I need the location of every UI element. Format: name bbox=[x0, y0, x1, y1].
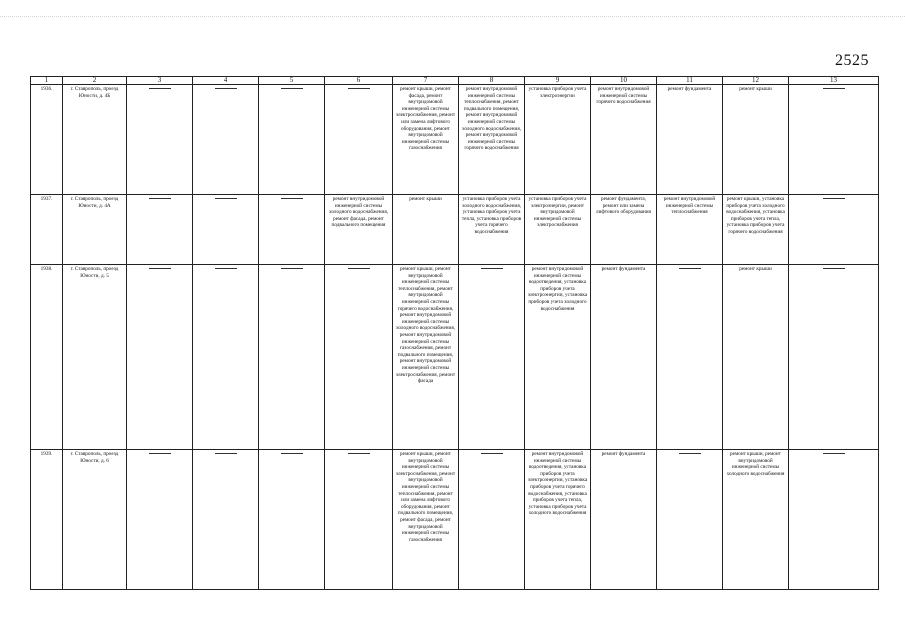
empty-dash bbox=[823, 198, 845, 199]
work-cell bbox=[325, 450, 393, 590]
work-cell bbox=[127, 85, 193, 195]
work-cell: ремонт фундамента, ремонт или замена лифтового оборудования bbox=[591, 195, 657, 265]
empty-dash bbox=[823, 88, 845, 89]
address-cell: г. Ставрополь, проезд Юности, д. 5 bbox=[63, 265, 127, 450]
work-cell: ремонт крыши, ремонт внутридомовой инженерной системы теплоснабжения, ремонт внутридомовой инженерной системы горячего водоснабжения, ремонт внутридомовой инженерной системы холодного водоснабжения, ремонт внутридомовой инженерной системы газоснабжения, ремонт подвального помещения, ремонт внутридомовой инженерной системы электроснабжения, ремонт фасада bbox=[393, 265, 459, 450]
work-cell: ремонт внутридомовой инженерной системы горячего водоснабжения bbox=[591, 85, 657, 195]
column-header: 1 bbox=[31, 77, 63, 85]
work-cell: установка приборов учета электроэнергии, ремонт внутридомовой инженерной системы электроснабжения bbox=[525, 195, 591, 265]
table-row bbox=[31, 450, 879, 590]
column-header: 3 bbox=[127, 77, 193, 85]
empty-dash bbox=[215, 453, 237, 454]
empty-dash bbox=[281, 198, 303, 199]
work-cell bbox=[193, 265, 259, 450]
work-cell bbox=[127, 265, 193, 450]
row-number: 1939. bbox=[31, 450, 63, 590]
work-cell bbox=[657, 265, 723, 450]
work-cell bbox=[789, 450, 879, 590]
page-number: 2525 bbox=[835, 52, 869, 69]
column-header: 8 bbox=[459, 77, 525, 85]
work-cell bbox=[193, 195, 259, 265]
work-cell bbox=[789, 85, 879, 195]
work-cell: ремонт внутридомовой инженерной системы теплоснабжения, ремонт подвального помещения, ремонт внутридомовой инженерной системы холодного водоснабжения, ремонт внутридомовой инженерной системы горячего водоснабжения bbox=[459, 85, 525, 195]
work-cell bbox=[127, 450, 193, 590]
column-number-row bbox=[31, 77, 879, 85]
column-header: 2 bbox=[63, 77, 127, 85]
column-header: 6 bbox=[325, 77, 393, 85]
work-cell: ремонт фундамента bbox=[657, 85, 723, 195]
work-cell: ремонт внутридомовой инженерной системы водоотведения, установка приборов учета электроэнергии, установка приборов учета холодного водоснабжения bbox=[525, 265, 591, 450]
empty-dash bbox=[348, 268, 370, 269]
work-cell: ремонт крыши bbox=[723, 85, 789, 195]
empty-dash bbox=[281, 453, 303, 454]
work-cell bbox=[325, 85, 393, 195]
empty-dash bbox=[679, 453, 701, 454]
work-cell: ремонт внутридомовой инженерной системы водоотведения, установка приборов учета электроэнергии, установка приборов учета горячего водоснабжения, установка приборов учета тепла, установка приборов учета холодного водоснабжения bbox=[525, 450, 591, 590]
work-cell: ремонт фундамента bbox=[591, 450, 657, 590]
address-cell: г. Ставрополь, проезд Юности, д. 4Б bbox=[63, 85, 127, 195]
work-cell bbox=[325, 265, 393, 450]
empty-dash bbox=[149, 268, 171, 269]
work-cell: ремонт внутридомовой инженерной системы теплоснабжения bbox=[657, 195, 723, 265]
work-cell bbox=[127, 195, 193, 265]
column-header: 13 bbox=[789, 77, 879, 85]
empty-dash bbox=[823, 268, 845, 269]
empty-dash bbox=[348, 88, 370, 89]
work-cell bbox=[789, 265, 879, 450]
work-cell bbox=[459, 450, 525, 590]
work-cell: ремонт внутридомовой инженерной системы холодного водоснабжения, ремонт фасада, ремонт подвального помещения bbox=[325, 195, 393, 265]
work-cell bbox=[259, 450, 325, 590]
work-cell: установка приборов учета электроэнергии bbox=[525, 85, 591, 195]
empty-dash bbox=[348, 453, 370, 454]
empty-dash bbox=[149, 198, 171, 199]
table-row bbox=[31, 85, 879, 195]
work-cell bbox=[657, 450, 723, 590]
empty-dash bbox=[215, 268, 237, 269]
work-cell bbox=[259, 85, 325, 195]
empty-dash bbox=[481, 453, 503, 454]
empty-dash bbox=[149, 453, 171, 454]
work-cell bbox=[193, 85, 259, 195]
address-cell: г. Ставрополь, проезд Юности, д. 4А bbox=[63, 195, 127, 265]
empty-dash bbox=[679, 268, 701, 269]
work-cell: ремонт фундамента bbox=[591, 265, 657, 450]
empty-dash bbox=[823, 453, 845, 454]
column-header: 12 bbox=[723, 77, 789, 85]
column-header: 5 bbox=[259, 77, 325, 85]
row-number: 1938. bbox=[31, 265, 63, 450]
work-cell bbox=[459, 265, 525, 450]
column-header: 4 bbox=[193, 77, 259, 85]
work-cell bbox=[259, 265, 325, 450]
row-number: 1936. bbox=[31, 85, 63, 195]
address-cell: г. Ставрополь, проезд Юности, д. 6 bbox=[63, 450, 127, 590]
empty-dash bbox=[281, 268, 303, 269]
work-cell: ремонт крыши, ремонт фасада, ремонт внутридомовой инженерной системы электроснабжения, ремонт или замена лифтового оборудования, ремонт внутридомовой инженерной системы газоснабжения bbox=[393, 85, 459, 195]
work-cell: установка приборов учета холодного водоснабжения, установка приборов учета тепла, установка приборов учета горячего водоснабжения bbox=[459, 195, 525, 265]
table-row bbox=[31, 195, 879, 265]
empty-dash bbox=[481, 268, 503, 269]
column-header: 10 bbox=[591, 77, 657, 85]
work-cell: ремонт крыши, ремонт внутридомовой инженерной системы холодного водоснабжения bbox=[723, 450, 789, 590]
work-cell: ремонт крыши bbox=[393, 195, 459, 265]
work-cell bbox=[193, 450, 259, 590]
capital-repair-table bbox=[30, 76, 879, 590]
empty-dash bbox=[215, 198, 237, 199]
scan-artifact-line bbox=[0, 16, 905, 21]
row-number: 1937. bbox=[31, 195, 63, 265]
empty-dash bbox=[281, 88, 303, 89]
work-cell bbox=[789, 195, 879, 265]
column-header: 7 bbox=[393, 77, 459, 85]
work-cell bbox=[259, 195, 325, 265]
empty-dash bbox=[215, 88, 237, 89]
work-cell: ремонт крыши, ремонт внутридомовой инженерной системы электроснабжения, ремонт внутридомовой инженерной системы теплоснабжения, ремонт или замена лифтового оборудования, ремонт подвального помещения, ремонт фасада, ремонт внутридомовой инженерной системы газоснабжения bbox=[393, 450, 459, 590]
column-header: 9 bbox=[525, 77, 591, 85]
empty-dash bbox=[149, 88, 171, 89]
table-row bbox=[31, 265, 879, 450]
work-cell: ремонт крыши, установка приборов учета холодного водоснабжения, установка приборов учета тепла, установка приборов учета горячего водоснабжения bbox=[723, 195, 789, 265]
work-cell: ремонт крыши bbox=[723, 265, 789, 450]
column-header: 11 bbox=[657, 77, 723, 85]
